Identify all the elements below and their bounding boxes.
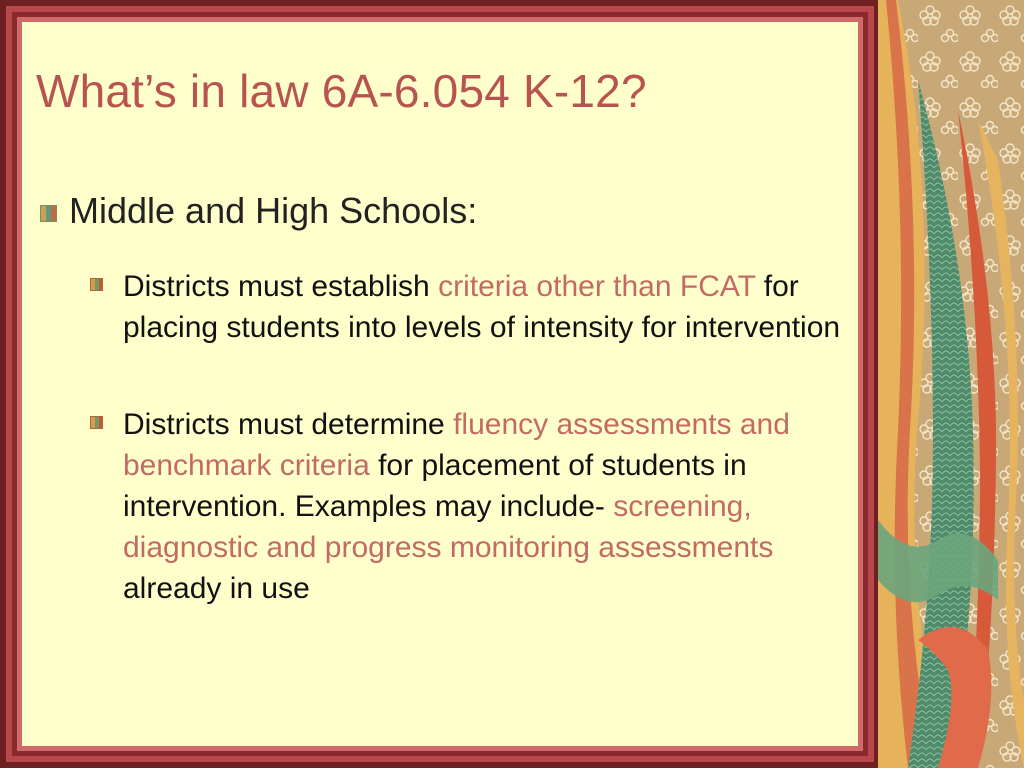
slide-title: What’s in law 6A-6.054 K-12? — [36, 65, 647, 117]
highlighted-text: fluency assessments and benchmark criteria — [123, 408, 790, 482]
bullet-marker-icon — [40, 205, 57, 222]
text-segment: already in use — [123, 572, 310, 605]
decorative-border-art — [878, 0, 1024, 768]
sub-bullet-marker-icon — [90, 278, 103, 291]
main-bullet — [40, 190, 840, 232]
text-segment: for placing students into levels of intensity for intervention — [123, 270, 841, 344]
sub-bullet — [90, 404, 850, 609]
sub-bullet-text — [123, 266, 843, 348]
sub-bullet-marker-icon — [90, 416, 103, 429]
text-segment: Districts must establish — [123, 270, 439, 303]
sub-bullet-text — [123, 404, 843, 609]
main-bullet-text: Middle and High Schools: — [69, 190, 478, 231]
text-segment: Districts must determine — [123, 408, 454, 441]
sub-bullet — [90, 266, 850, 348]
text-segment: for placement of students in intervention. Examples may include- — [123, 449, 747, 523]
highlighted-text: criteria other than FCAT — [438, 270, 756, 303]
slide-content — [22, 22, 858, 746]
highlighted-text: screening, diagnostic and progress monitoring assessments — [123, 490, 774, 564]
